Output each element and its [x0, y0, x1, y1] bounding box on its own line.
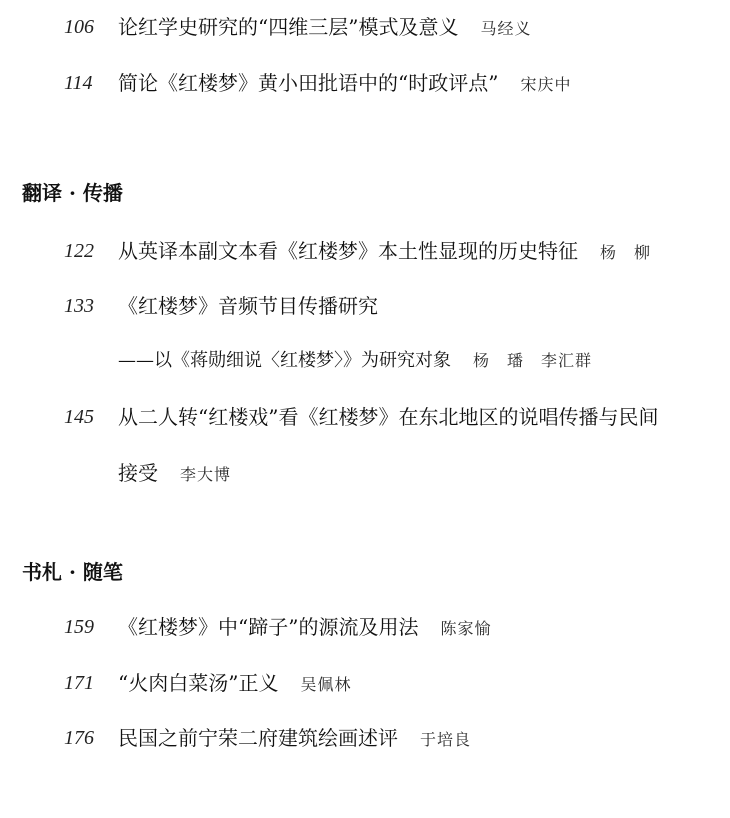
- article-title-text: 《红楼梦》中“蹄子”的源流及用法: [118, 615, 419, 639]
- article-title-cont-text: 接受: [118, 461, 158, 485]
- article-subtitle: [118, 346, 592, 376]
- page-number: 171: [64, 672, 94, 694]
- section-heading-translation: 翻译 · 传播: [22, 181, 123, 205]
- article-title: [118, 668, 351, 700]
- article-title-continued: [118, 458, 231, 490]
- article-title-text: 简论《红楼梦》黄小田批语中的“时政评点”: [118, 71, 499, 95]
- section-heading-notes: 书札 · 随笔: [22, 560, 123, 584]
- article-title-text: 从英译本副文本看《红楼梦》本土性显现的历史特征: [118, 239, 578, 263]
- page-number: 145: [64, 406, 94, 428]
- page-number: 133: [64, 295, 94, 317]
- article-title: [118, 612, 491, 644]
- page-number: 176: [64, 727, 94, 749]
- article-title: [118, 12, 531, 44]
- article-title-text: “火肉白菜汤”正义: [118, 671, 279, 695]
- page-number: 114: [64, 72, 93, 94]
- article-author: 宋庆中: [520, 75, 572, 94]
- article-title-text: 民国之前宁荣二府建筑绘画述评: [118, 726, 398, 750]
- article-title: [118, 236, 651, 268]
- article-author: 吴佩林: [300, 675, 352, 694]
- page-number: 106: [64, 16, 94, 38]
- article-author: 杨 璠 李汇群: [473, 351, 593, 370]
- article-author: 马经义: [480, 19, 532, 38]
- article-title: 从二人转“红楼戏”看《红楼梦》在东北地区的说唱传播与民间: [118, 405, 659, 429]
- page-number: 122: [64, 240, 94, 262]
- article-title-text: 论红学史研究的“四维三层”模式及意义: [118, 15, 459, 39]
- article-title: [118, 68, 571, 100]
- article-title: 《红楼梦》音频节目传播研究: [118, 294, 378, 318]
- article-title: [118, 723, 471, 755]
- article-subtitle-text: ——以《蒋勋细说〈红楼梦〉》为研究对象: [118, 350, 451, 371]
- page-number: 159: [64, 616, 94, 638]
- article-author: 李大博: [180, 465, 232, 484]
- article-author: 陈家愉: [440, 619, 492, 638]
- article-author: 杨 柳: [600, 243, 652, 262]
- article-author: 于培良: [420, 730, 472, 749]
